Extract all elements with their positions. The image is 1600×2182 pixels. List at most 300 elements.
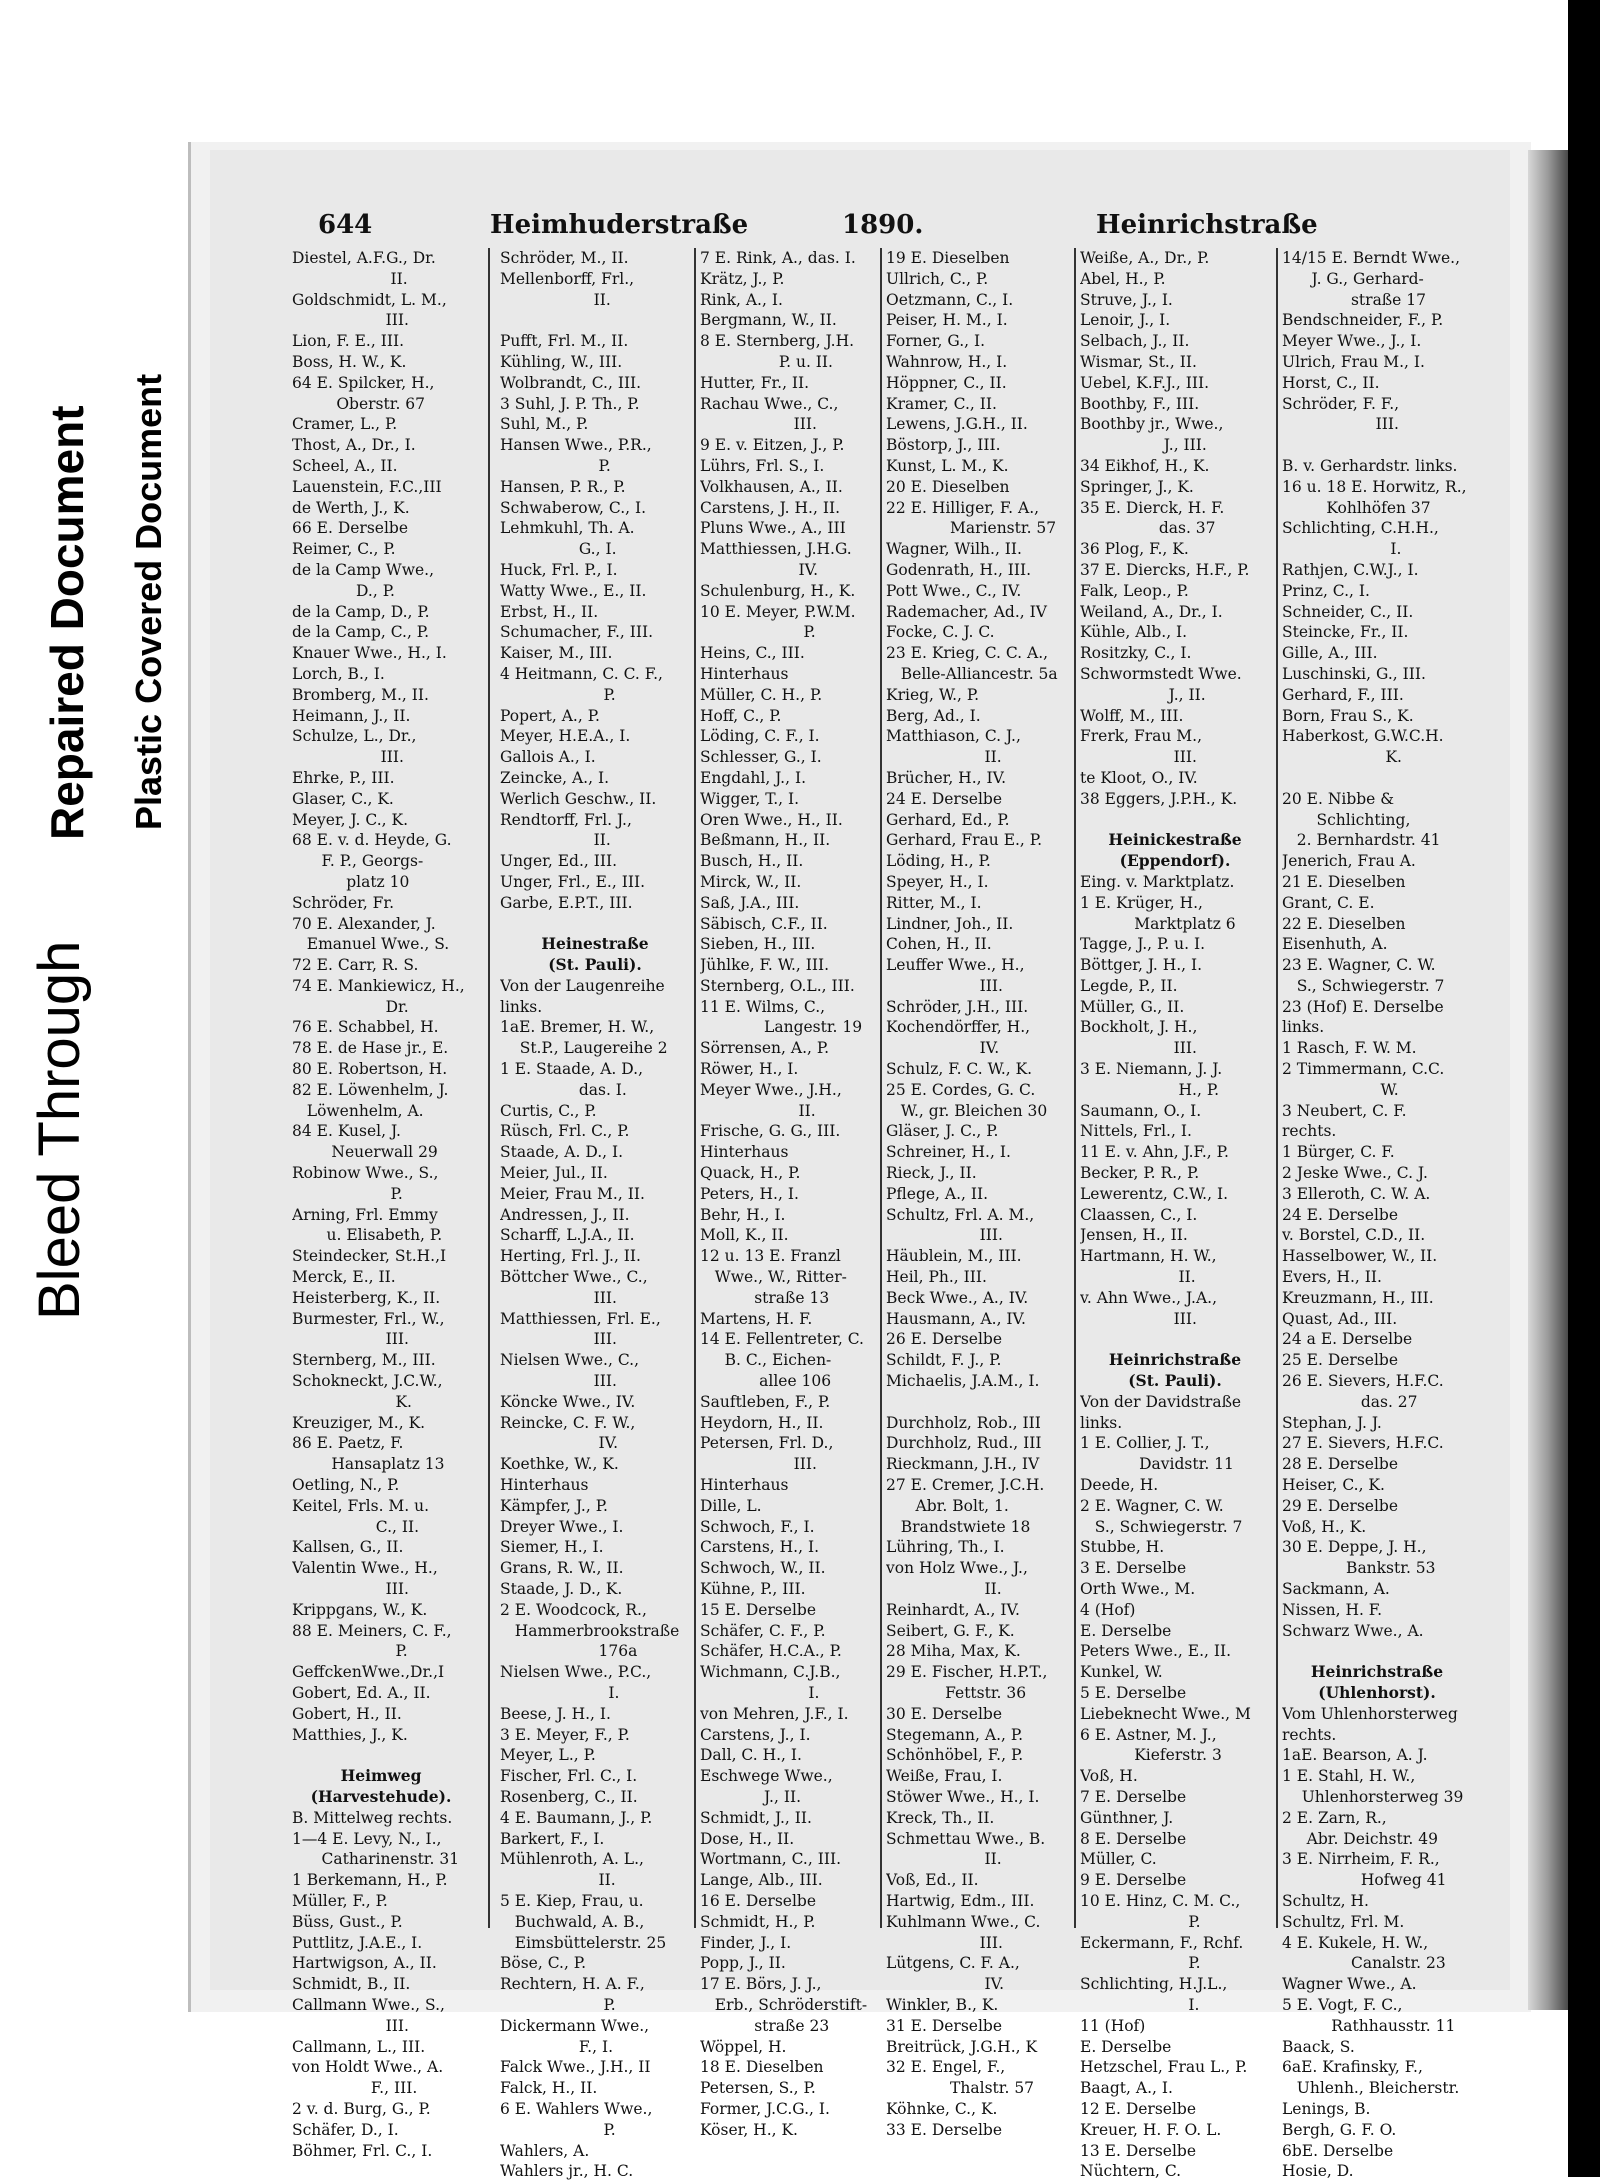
directory-line: von Mehren, J.F., I. <box>700 1704 849 1723</box>
directory-line: links. <box>1282 1018 1325 1037</box>
directory-line: Unger, Ed., III. <box>500 852 618 871</box>
directory-line: Dille, L. <box>700 1496 762 1515</box>
directory-line: Sieben, H., III. <box>700 935 816 954</box>
directory-line: II. <box>886 748 1002 767</box>
directory-line: Gallois A., I. <box>500 748 596 767</box>
directory-line: Liebeknecht Wwe., M <box>1080 1704 1251 1723</box>
directory-line: 1 E. Collier, J. T., <box>1080 1434 1210 1453</box>
directory-line: Finder, J., I. <box>700 1933 792 1952</box>
directory-line: Lange, Alb., III. <box>700 1871 823 1890</box>
directory-line: das. 27 <box>1282 1392 1418 1411</box>
directory-line: Kramer, C., II. <box>886 394 997 413</box>
directory-line: Bankstr. 53 <box>1282 1559 1436 1578</box>
directory-line: Gobert, H., II. <box>292 1704 402 1723</box>
directory-line: Lion, F. E., III. <box>292 332 405 351</box>
directory-line: Schwoch, W., II. <box>700 1559 826 1578</box>
directory-line: Wolbrandt, C., III. <box>500 373 642 392</box>
directory-line: 33 E. Derselbe <box>886 2120 1003 2139</box>
directory-line: 23 E. Wagner, C. W. <box>1282 956 1436 975</box>
directory-line: S., Schwiegerstr. 7 <box>1282 976 1445 995</box>
directory-line: J. G., Gerhard- <box>1282 269 1424 288</box>
directory-line: Schneider, C., II. <box>1282 602 1414 621</box>
directory-line: IV. <box>886 1039 1000 1058</box>
directory-line: Hoff, C., P. <box>700 706 782 725</box>
directory-line: Dall, C. H., I. <box>700 1746 802 1765</box>
directory-line <box>1282 1641 1472 1662</box>
directory-line: 22 E. Hilliger, F. A., <box>886 498 1040 517</box>
directory-line: Säbisch, C.F., II. <box>700 914 828 933</box>
directory-line: 72 E. Carr, R. S. <box>292 956 419 975</box>
directory-line: Eing. v. Marktplatz. <box>1080 872 1235 891</box>
directory-line: J., II. <box>1080 685 1206 704</box>
directory-line: Herting, Frl. J., II. <box>500 1247 641 1266</box>
directory-line: te Kloot, O., IV. <box>1080 768 1198 787</box>
directory-line: III. <box>886 1226 1003 1245</box>
directory-line: P. <box>500 2120 616 2139</box>
directory-line: F., I. <box>500 2037 614 2056</box>
directory-line: Heydorn, H., II. <box>700 1413 824 1432</box>
directory-line: platz 10 <box>292 872 410 891</box>
directory-line <box>1080 810 1270 831</box>
directory-line <box>500 310 690 331</box>
directory-line: Beese, J. H., I. <box>500 1704 611 1723</box>
directory-line: rechts. <box>1282 1122 1337 1141</box>
directory-line: Boss, H. W., K. <box>292 352 407 371</box>
directory-line: Meyer, H.E.A., I. <box>500 727 631 746</box>
directory-line: 27 E. Sievers, H.F.C. <box>1282 1434 1444 1453</box>
directory-line: Mellenborff, Frl., <box>500 269 635 288</box>
directory-line: Uhlenhorsterweg 39 <box>1282 1787 1464 1806</box>
directory-line: Cramer, L., P. <box>292 415 398 434</box>
directory-line: B. Mittelweg rechts. <box>292 1808 453 1827</box>
directory-line: 28 E. Derselbe <box>1282 1455 1399 1474</box>
directory-line: Wigger, T., I. <box>700 789 800 808</box>
directory-line: III. <box>886 1933 1003 1952</box>
directory-line: Deede, H. <box>1080 1476 1159 1495</box>
directory-line: Schlesser, G., I. <box>700 748 822 767</box>
directory-line: Barkert, F., I. <box>500 1829 605 1848</box>
directory-line: Nittels, Frl., I. <box>1080 1122 1192 1141</box>
directory-line: Heil, Ph., III. <box>886 1268 987 1287</box>
directory-line: Born, Frau S., K. <box>1282 706 1414 725</box>
directory-line: Wismar, St., II. <box>1080 352 1197 371</box>
directory-line: Schlichting, H.J.L., <box>1080 1975 1228 1994</box>
directory-line: Gerhard, Frau E., P. <box>886 831 1042 850</box>
directory-line: (St. Pauli). <box>1128 1371 1222 1391</box>
directory-line: Horst, C., II. <box>1282 373 1380 392</box>
directory-line: Uebel, K.F.J., III. <box>1080 373 1210 392</box>
directory-line: Frische, G. G., III. <box>700 1122 841 1141</box>
directory-line: 32 E. Engel, F., <box>886 2058 1006 2077</box>
directory-line: Staade, A. D., I. <box>500 1143 624 1162</box>
directory-line: Thost, A., Dr., I. <box>292 436 416 455</box>
directory-line: Kunkel, W. <box>1080 1663 1163 1682</box>
directory-line: III. <box>292 1580 409 1598</box>
directory-line: Mühlenroth, A. L., <box>500 1850 644 1869</box>
directory-line: Durchholz, Rud., III <box>886 1434 1042 1453</box>
directory-line: III. <box>700 1455 817 1474</box>
directory-line: Falk, Leop., P. <box>1080 581 1189 600</box>
directory-line: Boothby jr., Wwe., <box>1080 415 1224 434</box>
directory-line: Kreuer, H. F. O. L. <box>1080 2120 1222 2139</box>
directory-line: 11 (Hof) <box>1080 2016 1146 2035</box>
directory-line: Selbach, J., II. <box>1080 332 1190 351</box>
directory-line: Schäfer, H.C.A., P. <box>700 1642 842 1661</box>
directory-line: 1 Berkemann, H., P. <box>292 1871 448 1890</box>
directory-line: Rüsch, Frl. C., P. <box>500 1122 630 1141</box>
directory-line: III. <box>1080 748 1197 767</box>
directory-column-1 <box>292 248 470 2161</box>
directory-line: Schultz, Frl. A. M., <box>886 1205 1035 1224</box>
directory-line: 22 E. Dieselben <box>1282 914 1406 933</box>
directory-line: allee 106 <box>700 1372 832 1391</box>
directory-line: Eisenhuth, A. <box>1282 935 1388 954</box>
directory-line: 3 E. Derselbe <box>1080 1559 1187 1578</box>
directory-line: 1 E. Krüger, H., <box>1080 893 1203 912</box>
directory-line: Rieck, J., II. <box>886 1164 977 1183</box>
directory-line: Dr. <box>292 997 409 1016</box>
directory-line: Davidstr. 11 <box>1080 1455 1234 1474</box>
directory-line: Siemer, H., I. <box>500 1538 604 1557</box>
directory-line: I. <box>1282 540 1402 559</box>
directory-line: Kuhlmann Wwe., C. <box>886 1912 1041 1931</box>
directory-line: 2. Bernhardstr. 41 <box>1282 831 1441 850</box>
directory-line: Schlichting, C.H.H., <box>1282 519 1439 538</box>
directory-line: 3 Neubert, C. F. <box>1282 1101 1407 1120</box>
directory-line: P. u. II. <box>700 352 833 371</box>
directory-line: Rendtorff, Frl. J., <box>500 810 632 829</box>
directory-line: Gerhard, F., III. <box>1282 685 1404 704</box>
directory-line: Wagner Wwe., A. <box>1282 1975 1417 1994</box>
directory-line: Ullrich, C., P. <box>886 269 989 288</box>
directory-line: Müller, F., P. <box>292 1891 388 1910</box>
directory-line: Schmidt, B., II. <box>292 1975 411 1994</box>
directory-line: 24 a E. Derselbe <box>1282 1330 1413 1349</box>
directory-line: III. <box>500 1330 617 1349</box>
column-rule <box>1276 248 1278 1928</box>
directory-line: von Holz Wwe., J., <box>886 1559 1028 1578</box>
directory-line: Köncke Wwe., IV. <box>500 1392 636 1411</box>
directory-line: Wahlers, A. <box>500 2141 590 2160</box>
directory-line: Hasselbower, W., II. <box>1282 1247 1438 1266</box>
directory-line: 5 E. Kiep, Frau, u. <box>500 1891 644 1910</box>
directory-line: Böstorp, J., III. <box>886 436 1001 455</box>
directory-line: 30 E. Derselbe <box>886 1704 1003 1723</box>
directory-line: Lehmkuhl, Th. A. <box>500 519 635 538</box>
directory-line: II. <box>700 1101 816 1120</box>
directory-line: Oetling, N., P. <box>292 1476 400 1495</box>
directory-line: Popp, J., II. <box>700 1954 786 1973</box>
directory-line: Evers, H., II. <box>1282 1268 1382 1287</box>
directory-line: 37 E. Diercks, H.F., P. <box>1080 560 1250 579</box>
directory-line: 6 E. Wahlers Wwe., <box>500 2099 653 2118</box>
directory-line: 27 E. Cremer, J.C.H. <box>886 1476 1045 1495</box>
directory-line: Bockholt, J. H., <box>1080 1018 1198 1037</box>
directory-line: de Werth, J., K. <box>292 498 410 517</box>
directory-line: P. <box>1080 1912 1201 1931</box>
directory-line: Reimer, C., P. <box>292 540 396 559</box>
directory-line: Luschinski, G., III. <box>1282 664 1426 683</box>
directory-line: Bromberg, M., II. <box>292 685 429 704</box>
directory-line: Valentin Wwe., H., <box>292 1559 438 1578</box>
directory-line: links. <box>1080 1413 1123 1432</box>
directory-line: 10 E. Meyer, P.W.M. <box>700 602 856 621</box>
directory-line <box>886 1392 1068 1413</box>
directory-line: Schröder, F. F., <box>1282 394 1400 413</box>
column-rule <box>1074 248 1076 1928</box>
directory-line: Schwaberow, C., I. <box>500 498 647 517</box>
directory-line: Thalstr. 57 <box>886 2079 1035 2098</box>
directory-line: Abr. Bolt, 1. <box>886 1496 1009 1515</box>
directory-line: 20 E. Nibbe & <box>1282 789 1395 808</box>
directory-line: 6bE. Derselbe <box>1282 2141 1394 2160</box>
directory-line: 2 E. Zarn, R., <box>1282 1808 1387 1827</box>
directory-line: Oberstr. 67 <box>292 394 426 413</box>
directory-line: III. <box>1080 1309 1197 1328</box>
directory-line: 29 E. Fischer, H.P.T., <box>886 1663 1048 1682</box>
directory-line: 5 E. Vogt, F. C., <box>1282 1995 1403 2014</box>
directory-line: Rink, A., I. <box>700 290 783 309</box>
directory-line: 2 E. Woodcock, R., <box>500 1600 647 1619</box>
directory-line: Heinickestraße <box>1108 830 1242 850</box>
year-title: 1890. <box>842 210 924 240</box>
directory-line: Quast, Ad., III. <box>1282 1309 1398 1328</box>
directory-line: Suhl, M., P. <box>500 415 589 434</box>
directory-line: Krätz, J., P. <box>700 269 785 288</box>
directory-line: Michaelis, J.A.M., I. <box>886 1372 1040 1391</box>
directory-line: 4 Heitmann, C. C. F., <box>500 664 663 683</box>
directory-line: rechts. <box>1282 1725 1337 1744</box>
directory-line <box>1282 435 1472 456</box>
directory-line: IV. <box>500 1434 619 1453</box>
directory-line: Brücher, H., IV. <box>886 768 1007 787</box>
directory-line: 1 Bürger, C. F. <box>1282 1143 1395 1162</box>
directory-line: Wichmann, C.J.B., <box>700 1663 841 1682</box>
directory-line: Popert, A., P. <box>500 706 600 725</box>
directory-line <box>500 914 690 935</box>
directory-line: 9 E. v. Eitzen, J., P. <box>700 436 845 455</box>
directory-line: P. <box>292 1184 403 1203</box>
directory-line: Hartwigson, A., II. <box>292 1954 437 1973</box>
directory-line: III. <box>1080 1039 1197 1058</box>
directory-line: Kunst, L. M., K. <box>886 456 1009 475</box>
directory-line: Engdahl, J., I. <box>700 768 807 787</box>
directory-line: Dickermann Wwe., <box>500 2016 650 2035</box>
directory-line: Köhnke, C., K. <box>886 2099 998 2118</box>
directory-line: v. Borstel, C.D., II. <box>1282 1226 1426 1245</box>
directory-line: P. <box>1080 1954 1201 1973</box>
directory-line: Andressen, J., II. <box>500 1205 630 1224</box>
directory-line: Stephan, J. J. <box>1282 1413 1382 1432</box>
directory-line: Eschwege Wwe., <box>700 1767 833 1786</box>
directory-line: Abr. Deichstr. 49 <box>1282 1829 1438 1848</box>
side-labels-panel <box>0 0 190 2177</box>
directory-line: J., II. <box>700 1787 802 1806</box>
directory-line: IV. <box>886 1975 1005 1994</box>
directory-line: Böttcher Wwe., C., <box>500 1268 648 1287</box>
directory-line: Fettstr. 36 <box>886 1683 1027 1702</box>
directory-line: Schönhöbel, F., P. <box>886 1746 1024 1765</box>
directory-line: 31 E. Derselbe <box>886 2016 1003 2035</box>
directory-line: Lindner, Joh., II. <box>886 914 1014 933</box>
directory-line: Kochendörffer, H., <box>886 1018 1031 1037</box>
directory-line: Rachau Wwe., C., <box>700 394 839 413</box>
directory-line: Nielsen Wwe., P.C., <box>500 1663 652 1682</box>
directory-line: Quack, H., P. <box>700 1164 801 1183</box>
directory-line: Durchholz, Rob., III <box>886 1413 1041 1432</box>
directory-line: 35 E. Dierck, H. F. <box>1080 498 1225 517</box>
directory-line: Schmettau Wwe., B. <box>886 1829 1046 1848</box>
directory-line: 10 E. Hinz, C. M. C., <box>1080 1891 1241 1910</box>
directory-line: Voß, Ed., II. <box>886 1871 979 1890</box>
directory-line: Godenrath, H., III. <box>886 560 1032 579</box>
directory-line: 7 E. Derselbe <box>1080 1787 1187 1806</box>
directory-line: Schmidt, J., II. <box>700 1808 812 1827</box>
directory-line: 7 E. Rink, A., das. I. <box>700 249 856 267</box>
directory-line: 18 E. Dieselben <box>700 2058 824 2077</box>
column-rule <box>488 248 490 1928</box>
directory-line: Berg, Ad., I. <box>886 706 981 725</box>
directory-line: Hansaplatz 13 <box>292 1455 445 1474</box>
directory-line: Prinz, C., I. <box>1282 581 1370 600</box>
directory-line: Cohen, H., II. <box>886 935 992 954</box>
directory-line: Buchwald, A. B., <box>500 1912 645 1931</box>
directory-line: Behr, H., I. <box>700 1205 786 1224</box>
directory-line: 23 (Hof) E. Derselbe <box>1282 997 1444 1016</box>
directory-line <box>1080 1329 1270 1350</box>
directory-line: Heinestraße <box>541 934 649 954</box>
directory-column-2 <box>500 248 690 2182</box>
directory-line: Müller, G., II. <box>1080 997 1185 1016</box>
directory-line: Winkler, B., K. <box>886 1995 999 2014</box>
directory-line: Krippgans, W., K. <box>292 1600 428 1619</box>
directory-line: Sternberg, M., III. <box>292 1351 436 1370</box>
directory-line: GeffckenWwe.,Dr.,I <box>292 1663 445 1682</box>
directory-line: Reincke, C. F. W., <box>500 1413 636 1432</box>
directory-line: Meyer, L., P. <box>500 1746 596 1765</box>
directory-line: Hinterhaus <box>700 1143 789 1162</box>
directory-line: straße 23 <box>700 2016 830 2035</box>
directory-line: III. <box>886 976 1003 995</box>
directory-line: III. <box>700 415 817 434</box>
directory-line: Müller, C. <box>1080 1850 1157 1869</box>
directory-line: Schröder, M., II. <box>500 249 629 267</box>
directory-line: Busch, H., II. <box>700 852 804 871</box>
directory-line: Hosie, D. <box>1282 2162 1354 2181</box>
directory-line: (St. Pauli). <box>548 955 642 975</box>
directory-line: v. Ahn Wwe., J.A., <box>1080 1288 1217 1307</box>
directory-line: Peters, H., I. <box>700 1184 799 1203</box>
directory-line: 82 E. Löwenhelm, J. <box>292 1080 449 1099</box>
directory-line: Speyer, H., I. <box>886 872 989 891</box>
directory-line: 34 Eikhof, H., K. <box>1080 456 1210 475</box>
directory-line: Schildt, F. J., P. <box>886 1351 1002 1370</box>
directory-line: straße 17 <box>1282 290 1426 309</box>
directory-line: Gobert, Ed. A., II. <box>292 1683 431 1702</box>
directory-line: Koethke, W., K. <box>500 1455 619 1474</box>
directory-line: Heimweg <box>340 1766 422 1786</box>
directory-line: 3 Suhl, J. P. Th., P. <box>500 394 640 413</box>
directory-line: Werlich Geschw., II. <box>500 789 657 808</box>
directory-line: Callmann, L., III. <box>292 2037 426 2056</box>
directory-line: Meier, Frau M., II. <box>500 1184 645 1203</box>
directory-line: Petersen, S., P. <box>700 2079 816 2098</box>
directory-line: 1aE. Bearson, A. J. <box>1282 1746 1428 1765</box>
directory-line: Petersen, Frl. D., <box>700 1434 834 1453</box>
directory-line: Rosenberg, C., II. <box>500 1787 638 1806</box>
directory-line: 4 E. Kukele, H. W., <box>1282 1933 1429 1952</box>
directory-line: (Harvestehude). <box>310 1786 452 1806</box>
directory-column-6 <box>1282 248 1472 2182</box>
directory-line: Röwer, H., I. <box>700 1060 799 1079</box>
directory-line: (Eppendorf). <box>1119 851 1231 871</box>
directory-line: Carstens, H., I. <box>700 1538 820 1557</box>
directory-line: Bergh, G. F. O. <box>1282 2120 1397 2139</box>
directory-line: Hammerbrookstraße <box>500 1621 680 1640</box>
directory-line: 6aE. Krafinsky, F., <box>1282 2058 1423 2077</box>
directory-line: Knauer Wwe., H., I. <box>292 644 447 663</box>
directory-line: Weiße, A., Dr., P. <box>1080 249 1210 267</box>
directory-line: Lewens, J.G.H., II. <box>886 415 1028 434</box>
book-binding <box>1568 0 1600 2177</box>
directory-line: E. Derselbe <box>1080 2037 1172 2056</box>
directory-line: Schröder, J.H., III. <box>886 997 1029 1016</box>
directory-line: K. <box>1282 748 1402 767</box>
directory-line: Hinterhaus <box>500 1476 589 1495</box>
directory-line: Arning, Frl. Emmy <box>292 1205 438 1224</box>
directory-line: 86 E. Paetz, F. <box>292 1434 404 1453</box>
directory-line: Krieg, W., P. <box>886 685 980 704</box>
directory-line: Kühling, W., III. <box>500 352 623 371</box>
directory-line: Breitrück, J.G.H., K <box>886 2037 1038 2056</box>
directory-line: Schreiner, H., I. <box>886 1143 1011 1162</box>
directory-line: Focke, C. J. C. <box>886 623 995 642</box>
directory-line: Martens, H. F. <box>700 1309 813 1328</box>
directory-line: III. <box>292 311 409 330</box>
directory-line: 13 E. Derselbe <box>1080 2141 1197 2160</box>
directory-line: 88 E. Meiners, C. F., <box>292 1621 452 1640</box>
directory-line: Meyer Wwe., J., I. <box>1282 332 1422 351</box>
directory-line: P. <box>700 623 816 642</box>
directory-line: 16 u. 18 E. Horwitz, R., <box>1282 477 1467 496</box>
directory-line: Von der Davidstraße <box>1080 1392 1242 1411</box>
directory-line: (Uhlenhorst). <box>1318 1682 1436 1702</box>
directory-line: 14 E. Fellentreter, C. <box>700 1330 864 1349</box>
directory-line: Dose, H., II. <box>700 1829 795 1848</box>
directory-line: Emanuel Wwe., S. <box>292 935 450 954</box>
directory-line: Rieckmann, J.H., IV <box>886 1455 1040 1474</box>
directory-line: Abel, H., P. <box>1080 269 1166 288</box>
directory-line: de la Camp, D., P. <box>292 602 430 621</box>
directory-line: Marienstr. 57 <box>886 519 1057 538</box>
directory-line: Oren Wwe., H., II. <box>700 810 843 829</box>
directory-line: Schumacher, F., III. <box>500 623 654 642</box>
directory-line: Nüchtern, C. <box>1080 2162 1182 2181</box>
directory-line: Lorch, B., I. <box>292 664 385 683</box>
directory-line: Schwoch, F., I. <box>700 1517 815 1536</box>
directory-line: 25 E. Cordes, G. C. <box>886 1080 1036 1099</box>
directory-line: Rathhausstr. 11 <box>1282 2016 1456 2035</box>
directory-line: Staade, J. D., K. <box>500 1580 623 1598</box>
directory-line: 64 E. Spilcker, H., <box>292 373 435 392</box>
directory-line: Kämpfer, J., P. <box>500 1496 608 1515</box>
directory-line: H., P. <box>1080 1080 1220 1099</box>
directory-line: Moll, K., II. <box>700 1226 789 1245</box>
directory-line: Puttlitz, J.A.E., I. <box>292 1933 423 1952</box>
directory-line <box>1282 768 1472 789</box>
directory-column-3 <box>700 248 878 2141</box>
directory-line: 3 Elleroth, C. W. A. <box>1282 1184 1431 1203</box>
